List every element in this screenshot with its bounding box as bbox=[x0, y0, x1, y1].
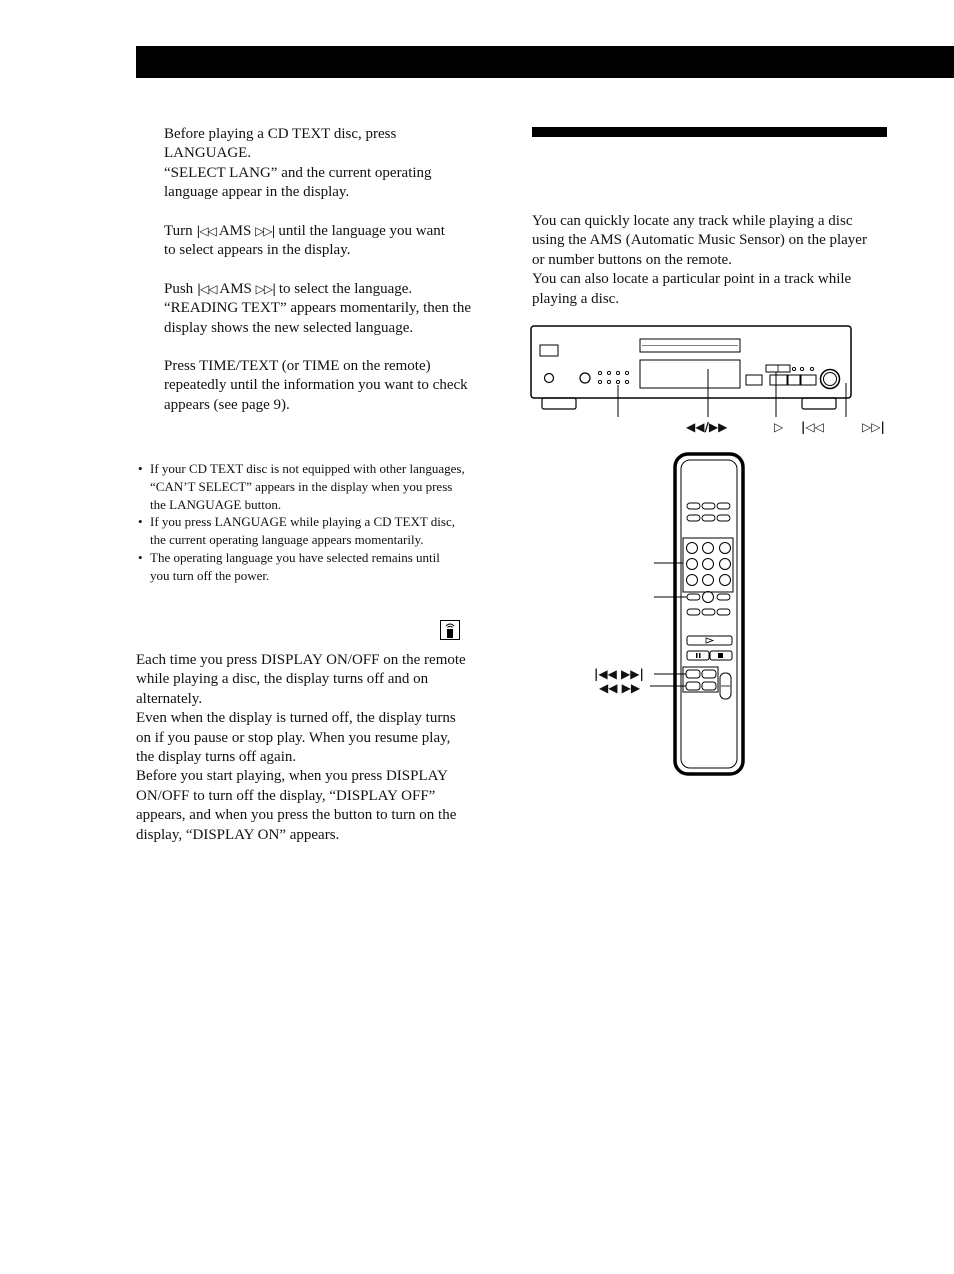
ams-para-line: using the AMS (Automatic Music Sensor) on the player bbox=[532, 232, 867, 249]
step-2-pre: Turn bbox=[164, 223, 197, 239]
step-2-post: until the language you want bbox=[274, 223, 445, 239]
section-rule bbox=[532, 127, 887, 137]
note-line: “CAN’T SELECT” appears in the display when you press bbox=[150, 478, 453, 494]
display-para-line: appears, and when you press the button to turn on the bbox=[136, 807, 457, 824]
step-1-line: Before playing a CD TEXT disc, press bbox=[164, 126, 397, 142]
header-bar bbox=[136, 46, 954, 78]
step-1-line: LANGUAGE. bbox=[164, 145, 252, 162]
ams-label: AMS bbox=[216, 281, 256, 297]
note-line: • If your CD TEXT disc is not equipped with other languages, bbox=[150, 461, 465, 476]
step-4 bbox=[164, 357, 468, 415]
next-icon: ▷▷| bbox=[255, 282, 276, 296]
display-para-line: on if you pause or stop play. When you resume play, bbox=[136, 729, 451, 746]
step-3 bbox=[164, 280, 471, 338]
note-line: the LANGUAGE button. bbox=[150, 496, 282, 512]
note-item bbox=[136, 549, 496, 585]
step-3-pre: Push bbox=[164, 281, 197, 297]
play-label: ▷ bbox=[774, 420, 784, 434]
player-foot bbox=[542, 398, 576, 409]
next-icon: ▷▷| bbox=[255, 224, 275, 238]
display-para-line: Before you start playing, when you press DISPLAY bbox=[136, 768, 448, 785]
step-3-post: to select the language. bbox=[275, 281, 413, 297]
prev-icon: |◁◁ bbox=[196, 224, 216, 238]
display-para-line: Even when the display is turned off, the display turns bbox=[136, 710, 456, 727]
display-para-line: Each time you press DISPLAY ON/OFF on the remote bbox=[136, 652, 466, 668]
display-para-line: display, “DISPLAY ON” appears. bbox=[136, 826, 340, 843]
remote-icon bbox=[440, 620, 460, 640]
note-line: the current operating language appears momentarily. bbox=[150, 532, 424, 548]
note-item bbox=[136, 513, 496, 549]
step-3-line-1 bbox=[164, 280, 471, 299]
note-line: • The operating language you have selected remains until bbox=[150, 549, 440, 565]
display-para-line: while playing a disc, the display turns off and on bbox=[136, 671, 429, 688]
step-2 bbox=[164, 222, 445, 261]
prev-label: |◁◁ bbox=[801, 420, 824, 434]
note-line: you turn off the power. bbox=[150, 567, 270, 583]
search-label: ◀◀/▶▶ bbox=[686, 420, 728, 434]
ams-para-line: You can also locate a particular point in a track while bbox=[532, 271, 852, 288]
ams-label: AMS bbox=[215, 223, 256, 239]
step-4-line: appears (see page 9). bbox=[164, 396, 290, 413]
ams-para-line: You can quickly locate any track while playing a disc bbox=[532, 213, 853, 229]
display-para-line: ON/OFF to turn off the display, “DISPLAY OFF” bbox=[136, 787, 436, 804]
ams-paragraph bbox=[532, 212, 867, 309]
step-4-line: repeatedly until the information you want to check bbox=[164, 377, 468, 394]
display-para-line: alternately. bbox=[136, 690, 203, 707]
note-item bbox=[136, 460, 496, 513]
prev-icon: |◁◁ bbox=[196, 282, 217, 296]
ams-para-line: or number buttons on the remote. bbox=[532, 251, 732, 268]
ams-para-line: playing a disc. bbox=[532, 290, 620, 307]
display-para-line: the display turns off again. bbox=[136, 749, 297, 766]
step-1-line: language appear in the display. bbox=[164, 184, 350, 201]
player-body bbox=[531, 326, 851, 398]
remote-search-label: ◀◀ ▶▶ bbox=[599, 681, 641, 695]
notes-list bbox=[136, 460, 496, 585]
step-3-line-2: “READING TEXT” appears momentarily, then the bbox=[164, 300, 471, 317]
cd-player-illustration bbox=[530, 325, 855, 417]
remote-illustration bbox=[650, 452, 750, 778]
step-2-line-2: to select appears in the display. bbox=[164, 242, 351, 259]
step-1 bbox=[164, 125, 432, 203]
display-onoff-paragraph bbox=[136, 651, 466, 845]
step-3-line-3: display shows the new selected language. bbox=[164, 319, 414, 336]
step-4-line: Press TIME/TEXT (or TIME on the remote) bbox=[164, 358, 431, 374]
step-2-line-1 bbox=[164, 222, 445, 241]
player-foot bbox=[802, 398, 836, 409]
remote-skip-label: |◀◀ ▶▶| bbox=[594, 667, 644, 681]
note-line: • If you press LANGUAGE while playing a CD TEXT disc, bbox=[150, 514, 455, 530]
step-1-line: “SELECT LANG” and the current operating bbox=[164, 164, 432, 181]
remote-body bbox=[675, 454, 743, 774]
next-label: ▷▷| bbox=[862, 420, 885, 434]
